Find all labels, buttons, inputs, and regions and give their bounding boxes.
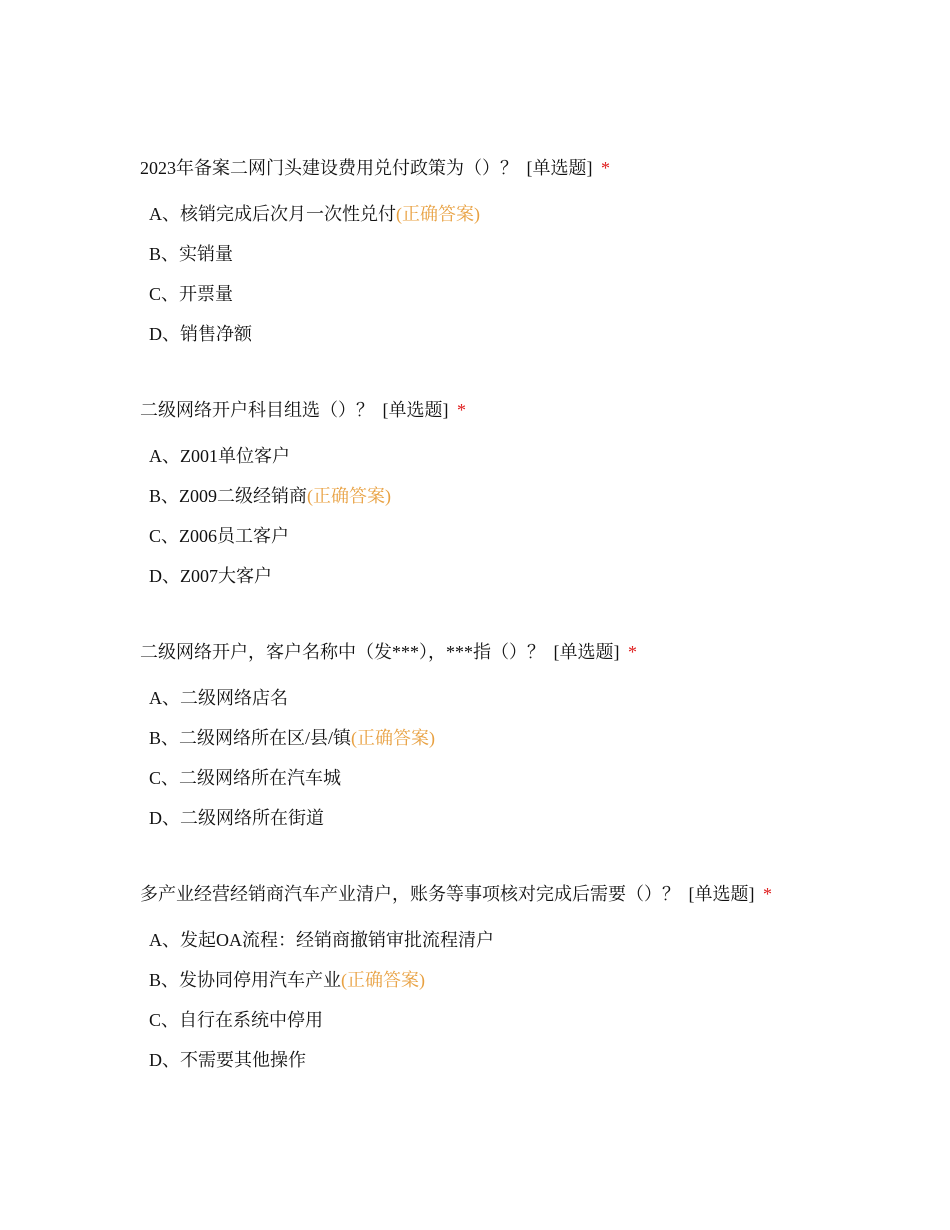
- option-text: B、二级网络所在区/县/镇: [149, 728, 352, 748]
- option-a[interactable]: [140, 685, 900, 711]
- option-text: D、Z007大客户: [149, 566, 272, 586]
- option-a[interactable]: [140, 443, 900, 469]
- option-text: C、二级网络所在汽车城: [149, 768, 342, 788]
- options-list: [140, 443, 900, 589]
- question-4: [140, 881, 900, 1087]
- option-b[interactable]: [140, 725, 900, 751]
- option-b[interactable]: [140, 241, 900, 267]
- correct-answer-label: (正确答案): [307, 486, 392, 506]
- required-marker: *: [628, 642, 637, 662]
- options-list: [140, 201, 900, 347]
- option-d[interactable]: [140, 1047, 900, 1073]
- question-1: [140, 155, 900, 361]
- option-text: A、核销完成后次月一次性兑付: [149, 204, 396, 224]
- options-list: [140, 685, 900, 831]
- question-3: [140, 639, 900, 845]
- question-text: 二级网络开户，客户名称中（发***），***指（）？: [140, 642, 545, 662]
- option-text: A、Z001单位客户: [149, 446, 290, 466]
- question-type: [单选题]: [553, 642, 620, 662]
- option-c[interactable]: [140, 523, 900, 549]
- question-title: [140, 397, 900, 423]
- required-marker: *: [457, 400, 466, 420]
- option-a[interactable]: [140, 927, 900, 953]
- option-c[interactable]: [140, 281, 900, 307]
- option-text: B、Z009二级经销商: [149, 486, 308, 506]
- question-type: [单选题]: [526, 158, 593, 178]
- option-text: A、发起OA流程：经销商撤销审批流程清户: [149, 930, 494, 950]
- question-title: [140, 155, 900, 181]
- option-text: D、二级网络所在街道: [149, 808, 324, 828]
- question-title: [140, 881, 900, 907]
- options-list: [140, 927, 900, 1073]
- option-text: B、发协同停用汽车产业: [149, 970, 342, 990]
- option-c[interactable]: [140, 1007, 900, 1033]
- question-text: 2023年备案二网门头建设费用兑付政策为（）？: [140, 158, 518, 178]
- option-text: C、Z006员工客户: [149, 526, 290, 546]
- required-marker: *: [601, 158, 610, 178]
- correct-answer-label: (正确答案): [396, 204, 480, 224]
- option-text: D、销售净额: [149, 324, 252, 344]
- question-type: [单选题]: [382, 400, 449, 420]
- option-d[interactable]: [140, 805, 900, 831]
- option-c[interactable]: [140, 765, 900, 791]
- option-text: D、不需要其他操作: [149, 1050, 306, 1070]
- option-text: A、二级网络店名: [149, 688, 288, 708]
- question-title: [140, 639, 900, 665]
- question-type: [单选题]: [688, 884, 755, 904]
- question-text: 多产业经营经销商汽车产业清户，账务等事项核对完成后需要（）？: [140, 884, 680, 904]
- option-a[interactable]: [140, 201, 900, 227]
- correct-answer-label: (正确答案): [341, 970, 426, 990]
- question-text: 二级网络开户科目组选（）？: [140, 400, 374, 420]
- option-text: B、实销量: [149, 244, 234, 264]
- option-b[interactable]: [140, 483, 900, 509]
- option-text: C、开票量: [149, 284, 234, 304]
- option-d[interactable]: [140, 563, 900, 589]
- correct-answer-label: (正确答案): [351, 728, 436, 748]
- question-2: [140, 397, 900, 603]
- option-b[interactable]: [140, 967, 900, 993]
- option-text: C、自行在系统中停用: [149, 1010, 324, 1030]
- option-d[interactable]: [140, 321, 900, 347]
- required-marker: *: [763, 884, 772, 904]
